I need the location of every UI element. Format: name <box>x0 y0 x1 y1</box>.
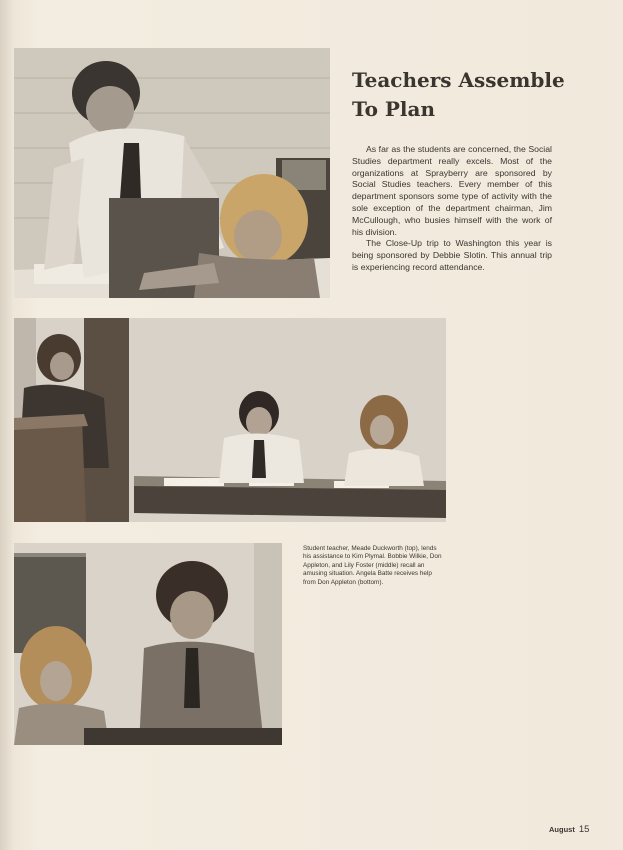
headline-line-2: To Plan <box>352 97 436 121</box>
headline-line-1: Teachers Assemble <box>352 68 565 92</box>
article-body <box>352 144 552 274</box>
page-footer <box>549 819 601 833</box>
photo-top-student-teacher <box>14 48 330 298</box>
footer-month: August <box>549 825 575 834</box>
article-paragraph-2: The Close-Up trip to Washington this year is being sponsored by Debbie Slotin. This annual trip is experiencing record attendance. <box>352 238 552 272</box>
photo-middle-teachers-table <box>14 318 446 522</box>
photo-caption: Student teacher, Meade Duckworth (top), lends his assistance to Kim Plymal. Bobbie Wilkie, Don Appleton, and Lily Foster (middle) recall an amusing situation. Angela Batte receives help from Don Appleton (bottom). <box>303 545 442 586</box>
article-headline <box>352 66 592 124</box>
page-number: 15 <box>578 824 590 835</box>
photo-bottom-teacher-helping <box>14 543 282 745</box>
article-paragraph-1: As far as the students are concerned, the Social Studies department really excels. Most of the organizations at Sprayberry are sponsored by Social Studies teachers. Every member of this department sponsors some type of activity with the sole exception of the department chairman, Jim McCullough, who busies himself with the work of his division. <box>352 144 552 237</box>
